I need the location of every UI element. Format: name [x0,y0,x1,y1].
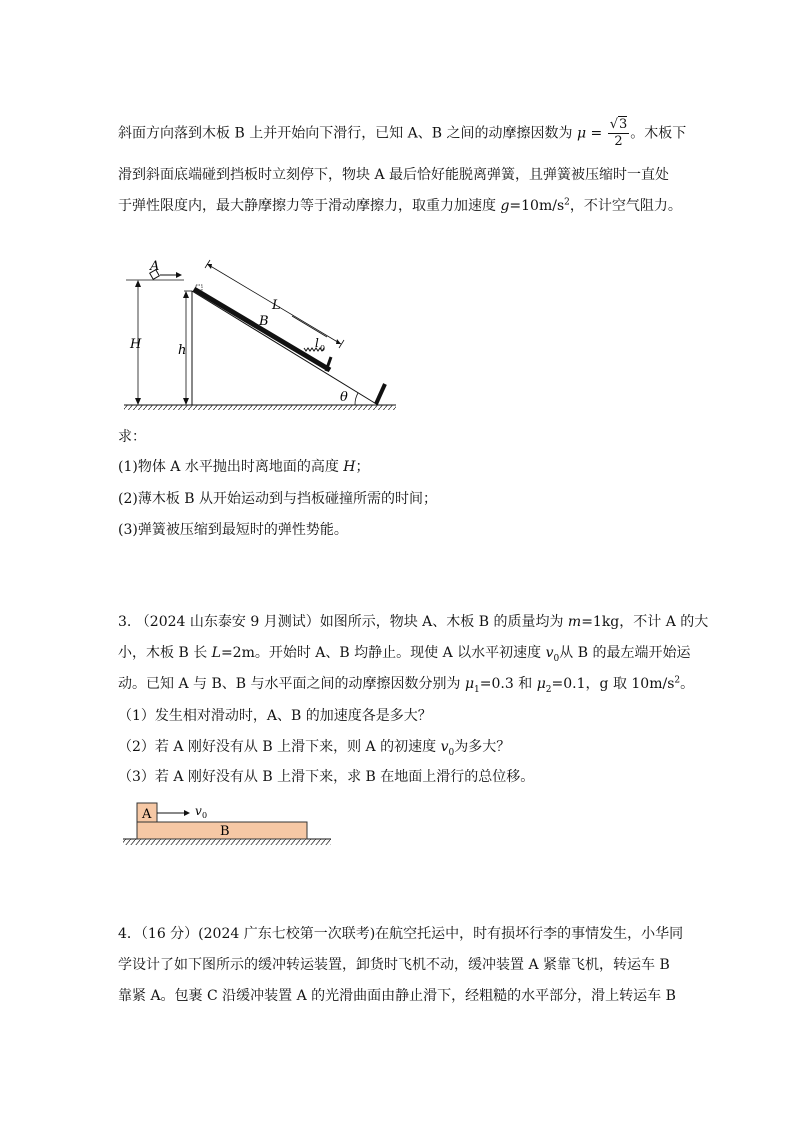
subscript: 2 [545,684,552,695]
theta-label: θ [340,390,348,405]
label-a: A [142,807,152,822]
subscript: 0 [448,747,455,758]
label-v-subscript: 0 [202,811,208,820]
text-segment: （2）若 A 刚好没有从 B 上滑下来，则 A 的初速度 [118,739,441,755]
text-segment: 3. （2024 山东泰安 9 月测试）如图所示，物块 A、木板 B 的质量均为 [118,614,568,630]
text-segment: 动。已知 A 与 B、B 与水平面之间的动摩擦因数分别为 [118,676,465,692]
exponent: 2 [674,675,681,686]
label-H: H [130,337,142,352]
H-symbol: H [343,459,356,475]
p4-text-line-2: 学设计了如下图所示的缓冲转运装置，卸货时飞机不动，缓冲装置 A 紧靠飞机，转运车 B [118,957,670,973]
text-segment: 斜面方向落到木板 B 上并开始向下滑行，已知 A、B 之间的动摩擦因数为 [118,125,577,142]
exponent: 2 [564,197,570,208]
text-segment: =1kg，不计 A 的大 [581,614,709,630]
p2-question-2: (2)薄木板 B 从开始运动到与挡板碰撞所需的时间； [118,491,438,507]
subscript: 0 [553,653,560,664]
text-segment: =0.3 和 [479,676,537,692]
label-L: L [272,298,281,313]
text-segment: 。 [680,676,695,692]
m-symbol: m [567,614,582,630]
p3-question-3: （3）若 A 刚好没有从 B 上滑下来，求 B 在地面上滑行的总位移。 [118,769,535,785]
subscript: 1 [474,684,480,695]
text-segment: =0.1，g 取 10m/s [551,676,675,692]
L-symbol: L [211,645,221,661]
label-l0: l [315,336,319,350]
g-symbol: g [500,198,510,214]
equals-sign: = [586,125,607,142]
mu-symbol: μ [536,676,546,692]
ask-label: 求： [118,429,146,445]
v-symbol: v [545,645,554,661]
p3-question-1: （1）发生相对滑动时，A、B 的加速度各是多大？ [118,708,432,724]
text-segment: (1)物体 A 水平抛出时离地面的高度 [118,459,344,475]
fraction-denominator: 2 [614,134,623,149]
text-segment: 小，木板 B 长 [118,645,212,661]
text-segment: ，不计空气阻力。 [569,198,682,214]
label-a: A [150,259,160,274]
text-segment: 从 B 的最左端开始运 [559,645,691,661]
fraction-numerator: √3 [609,117,628,132]
label-l0-subscript: 0 [320,344,326,353]
mu-symbol: μ [576,125,587,142]
text-segment: 为多大？ [454,739,511,755]
label-h: h [178,343,187,358]
ground-hatching [123,839,331,845]
label-b: B [220,824,230,839]
p2-question-3: (3)弹簧被压缩到最短时的弹性势能。 [118,522,348,538]
p2-text-line-2: 滑到斜面底端碰到挡板时立刻停下，物块 A 最后恰好能脱离弹簧，且弹簧被压缩时一直处 [118,167,670,183]
label-v: v [195,804,202,818]
v-symbol: v [440,739,449,755]
p4-text-line-1: 4．（16 分）(2024 广东七校第一次联考)在航空托运中，时有损坏行李的事情发生，小华同 [118,926,684,942]
velocity-arrow-head [184,810,190,816]
sqrt-radicand: 3 [618,117,628,132]
label-B: B [259,314,269,329]
text-segment: 。木板下 [630,125,687,142]
g-value: =10m/s [509,198,565,214]
mu-symbol: μ [464,676,475,692]
text-segment: ； [355,459,370,475]
text-segment: 于弹性限度内，最大静摩擦力等于滑动摩擦力，取重力加速度 [118,198,501,214]
p4-text-line-3: 靠紧 A。包裹 C 沿缓冲装置 A 的光滑曲面由静止滑下，经粗糙的水平部分，滑上转运车 B [118,988,676,1004]
text-segment: =2m。开始时 A、B 均静止。现使 A 以水平初速度 [220,645,546,661]
